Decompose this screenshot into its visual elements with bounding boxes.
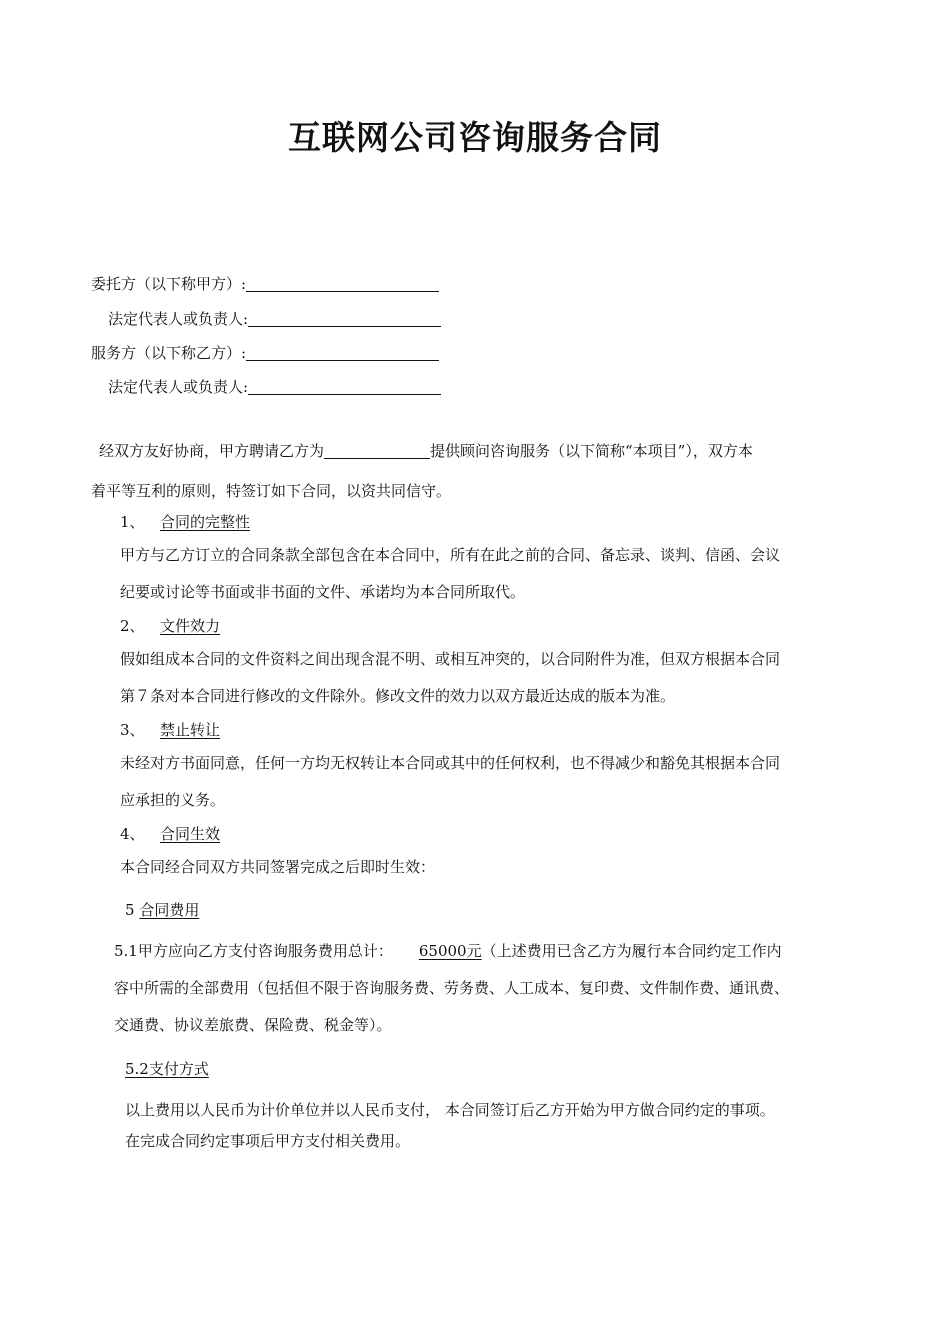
fee-detail-line-2: 交通费、协议差旅费、保险费、税金等）。 bbox=[114, 1016, 392, 1034]
section-number: 4、 bbox=[120, 825, 145, 843]
section-3-heading bbox=[120, 720, 220, 740]
section-number: 2、 bbox=[120, 617, 145, 635]
intro-line-1 bbox=[99, 441, 753, 461]
section-2-line-1: 假如组成本合同的文件资料之间出现含混不明、或相互冲突的，以合同附件为准，但双方根据本合同 bbox=[120, 650, 781, 668]
fee-detail-line-1: 容中所需的全部费用（包括但不限于咨询服务费、劳务费、人工成本、复印费、文件制作费、通讯费、 bbox=[114, 979, 790, 997]
provider-label: 服务方（以下称乙方）: bbox=[91, 344, 247, 362]
intro-part-2: 提供顾问咨询服务（以下简称“本项目”），双方本 bbox=[430, 442, 753, 460]
section-title: 文件效力 bbox=[160, 617, 221, 635]
provider-rep-label: 法定代表人或负责人: bbox=[108, 378, 249, 396]
section-2-heading bbox=[120, 616, 220, 636]
fee-total-suffix: （上述费用已含乙方为履行本合同约定工作内 bbox=[481, 942, 782, 960]
document-title: 互联网公司咨询服务合同 bbox=[288, 118, 662, 157]
intro-part-1: 经双方友好协商，甲方聘请乙方为 bbox=[99, 442, 325, 460]
section-5-heading bbox=[125, 900, 199, 920]
section-number: 3、 bbox=[120, 721, 145, 739]
section-title: 合同的完整性 bbox=[160, 513, 251, 531]
fee-total-prefix: 5.1甲方应向乙方支付咨询服务费用总计： bbox=[114, 942, 393, 960]
fee-total-line bbox=[114, 941, 782, 961]
section-1-line-2: 纪要或讨论等书面或非书面的文件、承诺均为本合同所取代。 bbox=[120, 583, 526, 601]
provider-blank-field bbox=[246, 344, 439, 361]
section-title: 禁止转让 bbox=[160, 721, 221, 739]
client-label: 委托方（以下称甲方）: bbox=[91, 275, 247, 293]
section-1-heading bbox=[120, 512, 250, 532]
payment-method-heading: 5.2支付方式 bbox=[125, 1060, 209, 1078]
section-2-line-2: 第７条对本合同进行修改的文件除外。修改文件的效力以双方最近达成的版本为准。 bbox=[120, 687, 676, 705]
client-rep-blank-field bbox=[248, 310, 441, 327]
section-4-line-1: 本合同经合同双方共同签署完成之后即时生效： bbox=[120, 858, 436, 876]
client-blank-field bbox=[246, 275, 439, 292]
provider-line bbox=[91, 343, 439, 363]
fee-amount: 65000元 bbox=[418, 942, 482, 960]
section-3-line-2: 应承担的义务。 bbox=[120, 791, 226, 809]
section-3-line-1: 未经对方书面同意，任何一方均无权转让本合同或其中的任何权利，也不得减少和豁免其根据本合同 bbox=[120, 754, 781, 772]
section-title: 合同生效 bbox=[160, 825, 221, 843]
project-blank-field bbox=[324, 442, 430, 459]
provider-rep-line bbox=[108, 377, 441, 397]
intro-line-2: 着平等互利的原则，特签订如下合同，以资共同信守。 bbox=[91, 482, 452, 500]
client-rep-line bbox=[108, 309, 441, 329]
payment-method-line-2: 在完成合同约定事项后甲方支付相关费用。 bbox=[125, 1132, 411, 1150]
section-number: 5 bbox=[125, 901, 135, 919]
client-rep-label: 法定代表人或负责人: bbox=[108, 310, 249, 328]
section-4-heading bbox=[120, 824, 220, 844]
section-1-line-1: 甲方与乙方订立的合同条款全部包含在本合同中，所有在此之前的合同、备忘录、谈判、信函、会议 bbox=[120, 546, 781, 564]
section-number: 1、 bbox=[120, 513, 145, 531]
section-title: 合同费用 bbox=[139, 901, 200, 919]
payment-method-line-1: 以上费用以人民币为计价单位并以人民币支付， 本合同签订后乙方开始为甲方做合同约定的事项。 bbox=[125, 1101, 775, 1119]
client-line bbox=[91, 274, 439, 294]
provider-rep-blank-field bbox=[248, 378, 441, 395]
